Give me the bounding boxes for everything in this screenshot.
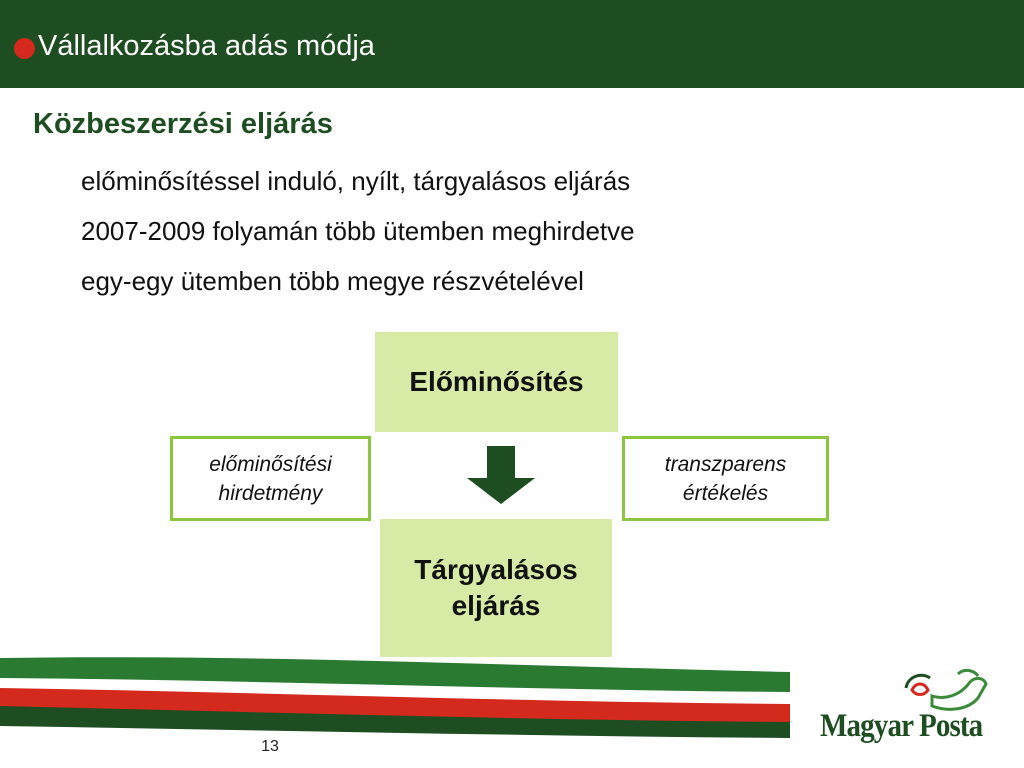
transparent-evaluation-box bbox=[622, 436, 829, 521]
footer-wave-decoration bbox=[0, 650, 790, 768]
prequalification-box bbox=[375, 332, 618, 432]
slide-header bbox=[0, 0, 1024, 88]
bullet-list bbox=[81, 156, 635, 306]
bullet-item: előminősítéssel induló, nyílt, tárgyalásos eljárás bbox=[81, 166, 631, 196]
magyar-posta-logo bbox=[808, 660, 988, 760]
bullet-item: egy-egy ütemben több megye részvételével bbox=[81, 266, 584, 296]
down-arrow-icon bbox=[467, 446, 535, 504]
evaluation-label-line1: transzparens bbox=[664, 452, 787, 476]
prequalification-notice-box bbox=[170, 436, 371, 521]
notice-label-line1: előminősítési bbox=[209, 452, 332, 476]
page-number: 13 bbox=[261, 738, 279, 755]
notice-label-line2: hirdetmény bbox=[218, 481, 323, 505]
negotiated-procedure-box bbox=[380, 519, 612, 657]
logo-wordmark: Magyar Posta bbox=[820, 708, 983, 744]
bullet-item: 2007-2009 folyamán több ütemben meghirdetve bbox=[81, 216, 635, 246]
section-heading: Közbeszerzési eljárás bbox=[33, 108, 333, 140]
negotiated-label-line1: Tárgyalásos bbox=[414, 554, 578, 585]
prequalification-label: Előminősítés bbox=[409, 366, 584, 397]
slide-title: Vállalkozásba adás módja bbox=[38, 30, 375, 62]
red-bullet-icon bbox=[14, 38, 35, 59]
negotiated-label-line2: eljárás bbox=[451, 590, 541, 621]
evaluation-label-line2: értékelés bbox=[682, 481, 769, 505]
